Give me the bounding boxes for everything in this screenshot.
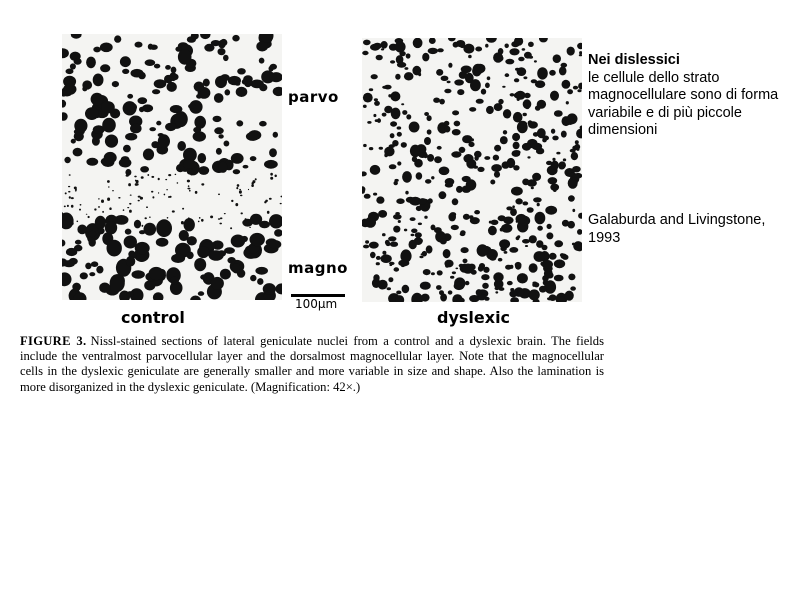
control-micrograph bbox=[62, 34, 282, 300]
control-caption: control bbox=[121, 308, 185, 327]
figure-caption bbox=[20, 334, 604, 395]
dyslexic-caption: dyslexic bbox=[437, 308, 511, 327]
scale-bar-label: 100μm bbox=[295, 297, 338, 311]
side-note bbox=[588, 52, 788, 140]
dyslexic-micrograph-image bbox=[362, 38, 582, 302]
side-note-body: le cellule dello strato magnocellulare sono di forma variabile e di più piccole dimensioni bbox=[588, 69, 779, 138]
magno-layer-label: magno bbox=[288, 259, 348, 277]
figure-caption-text: Nissl-stained sections of lateral geniculate nuclei from a control and a dyslexic brain. The fields include the ventralmost parvocellular layer and the dorsalmost magnocellular layer. Note that the magnocellular cells in the dyslexic geniculate are generally smaller and more variable in size and shape. Also the lamination is more disorganized in the dyslexic geniculate. (Magnification: 42×.) bbox=[20, 334, 604, 394]
side-note-title: Nei dislessici bbox=[588, 52, 680, 68]
figure-label: FIGURE 3. bbox=[20, 334, 87, 348]
citation: Galaburda and Livingstone, 1993 bbox=[588, 212, 766, 246]
control-micrograph-image bbox=[62, 34, 282, 300]
dyslexic-micrograph bbox=[362, 38, 582, 302]
parvo-layer-label: parvo bbox=[288, 88, 339, 106]
